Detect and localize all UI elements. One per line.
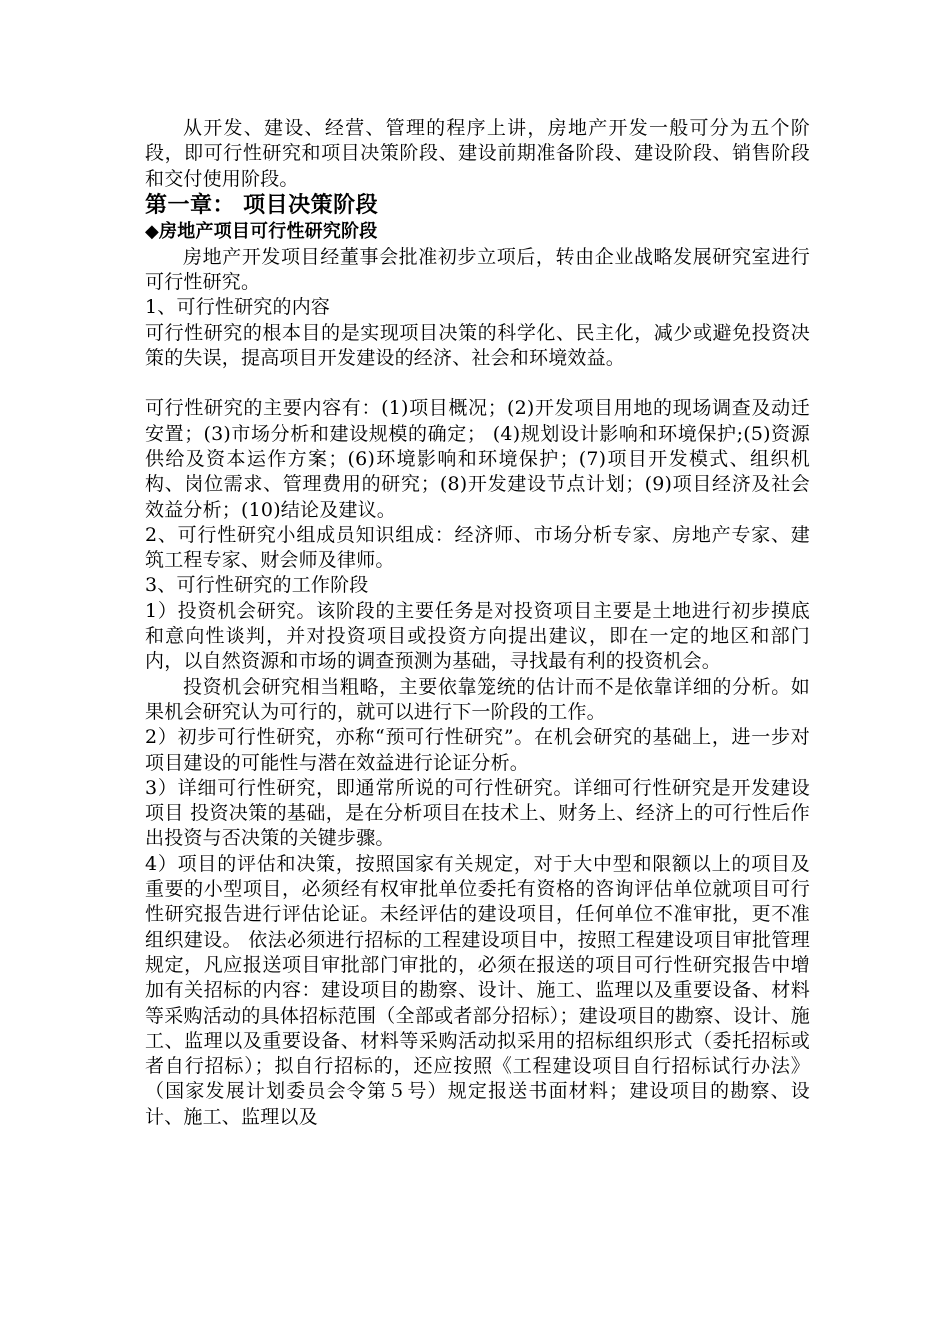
stage1-note-paragraph: 投资机会研究相当粗略，主要依靠笼统的估计而不是依靠详细的分析。如果机会研究认为可行的，就可以进行下一阶段的工作。: [145, 675, 810, 723]
stage4-paragraph: 4）项目的评估和决策，按照国家有关规定，对于大中型和限额以上的项目及重要的小型项目，必须经有权审批单位委托有资格的咨询评估单位就项目可行性研究报告进行评估论证。未经评估的建设项目，任何单位不准审批，更不准组织建设。 依法必须进行招标的工程建设项目中，按照工程建设项目审批管理规定，凡应报送项目审批部门审批的，必须在报送的项目可行性研究报告中增加有关招标的内容：建设项目的勘察、设计、施工、监理以及重要设备、材料等采购活动的具体招标范围（全部或者部分招标）；建设项目的勘察、设计、施工、监理以及重要设备、材料等采购活动拟采用的招标组织形式（委托招标或者自行招标）；拟自行招标的，还应按照《工程建设项目自行招标试行办法》（国家发展计划委员会令第５号）规定报送书面材料；建设项目的勘察、设计、施工、监理以及: [145, 852, 810, 1128]
item3-heading: 3、可行性研究的工作阶段: [145, 574, 369, 597]
chapter-title: 第一章： 项目决策阶段: [145, 192, 379, 218]
item1-heading: 1、可行性研究的内容: [145, 296, 331, 319]
intro-paragraph: 从开发、建设、经营、管理的程序上讲，房地产开发一般可分为五个阶段，即可行性研究和项目决策阶段、建设前期准备阶段、建设阶段、销售阶段和交付使用阶段。: [145, 117, 810, 190]
section-intro-paragraph: 房地产开发项目经董事会批准初步立项后，转由企业战略发展研究室进行可行性研究。: [145, 245, 810, 294]
item1-contents-paragraph: 可行性研究的主要内容有：(1)项目概况；(2)开发项目用地的现场调查及动迁安置；(3)市场分析和建设规模的确定； (4)规划设计影响和环境保护;(5)资源供给及资本运作方案；(6)环境影响和环境保护；(7)项目开发模式、组织机构、岗位需求、管理费用的研究；(8)开发建设节点计划；(9)项目经济及社会效益分析；(10)结论及建议。: [145, 397, 810, 521]
stage2-paragraph: 2）初步可行性研究，亦称“预可行性研究”。在机会研究的基础上，进一步对项目建设的可能性与潜在效益进行论证分析。: [145, 726, 810, 774]
item1-purpose-paragraph: 可行性研究的根本目的是实现项目决策的科学化、民主化，减少或避免投资决策的失误，提高项目开发建设的经济、社会和环境效益。: [145, 321, 810, 370]
document-page: [145, 116, 810, 1130]
item2-paragraph: 2、可行性研究小组成员知识组成：经济师、市场分析专家、房地产专家、建筑工程专家、财会师及律师。: [145, 523, 810, 572]
stage3-paragraph: 3）详细可行性研究，即通常所说的可行性研究。详细可行性研究是开发建设项目 投资决策的基础，是在分析项目在技术上、财务上、经济上的可行性后作出投资与否决策的关键步骤。: [145, 776, 810, 850]
stage1-paragraph: 1）投资机会研究。该阶段的主要任务是对投资项目主要是土地进行初步摸底和意向性谈判，并对投资项目或投资方向提出建议，即在一定的地区和部门内，以自然资源和市场的调查预测为基础，寻找最有利的投资机会。: [145, 599, 810, 673]
section-title: ◆房地产项目可行性研究阶段: [145, 220, 378, 242]
blank-line: [145, 371, 810, 396]
